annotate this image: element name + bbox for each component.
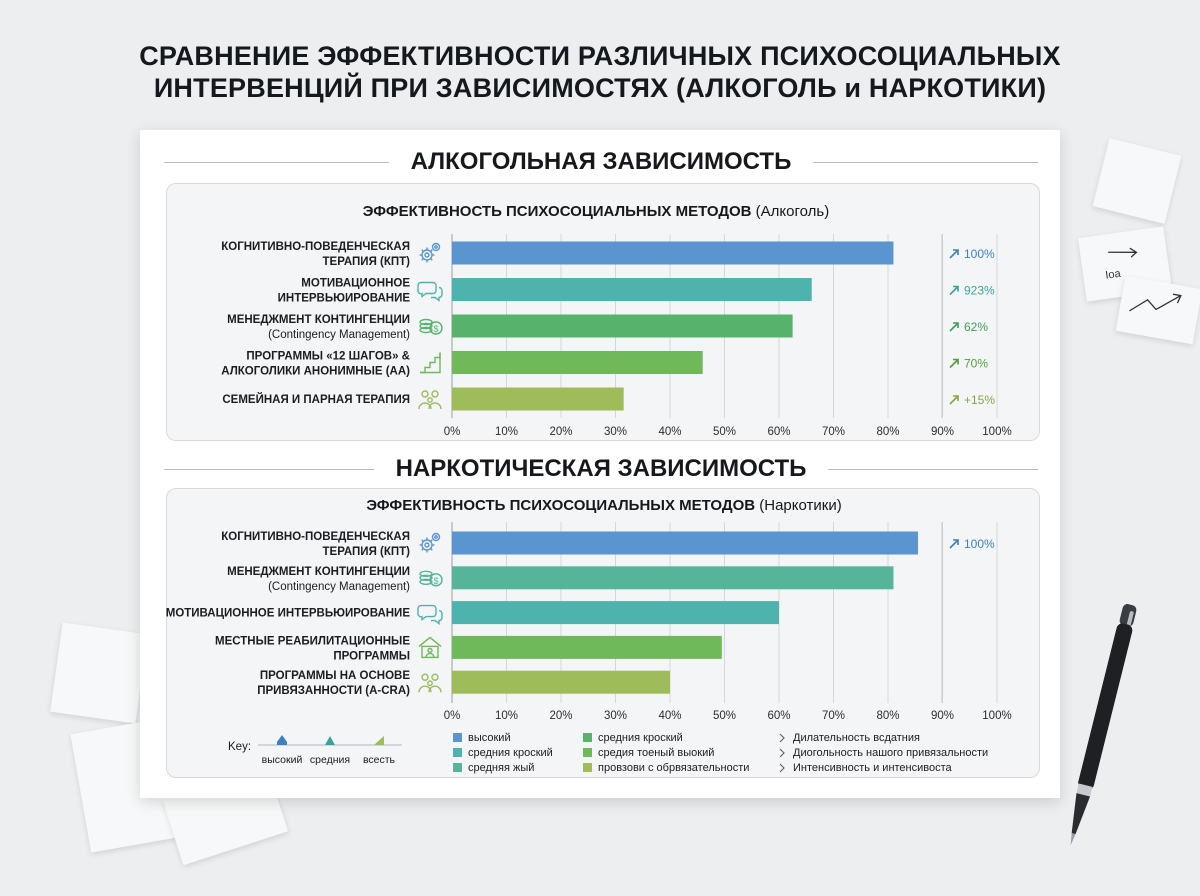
x-tick-label: 100% — [982, 710, 1012, 722]
category-label: ПРОГРАММЫ — [333, 650, 410, 663]
trend-up-icon — [950, 396, 958, 404]
bar — [452, 278, 812, 301]
svg-text:$: $ — [433, 324, 439, 334]
legend-label: Дилательность всдатния — [793, 732, 920, 744]
trend-up-icon — [950, 540, 958, 548]
trend-up-icon — [950, 323, 958, 331]
category-label: (Contingency Management) — [268, 580, 410, 593]
x-tick-label: 70% — [821, 426, 846, 438]
x-tick-label: 40% — [658, 426, 682, 438]
family-icon — [419, 391, 441, 409]
section-heading: НАРКОТИЧЕСКАЯ ЗАВИСИМОСТЬ — [395, 455, 807, 482]
category-label: КОГНИТИВНО-ПОВЕДЕНЧЕСКАЯ — [221, 241, 410, 253]
coins-icon — [420, 320, 442, 335]
trend-up-icon — [950, 250, 958, 258]
chart-title-bold: ЭФФЕКТИВНОСТЬ ПСИХОСОЦИАЛЬНЫХ МЕТОДОВ — [366, 497, 756, 514]
value-badge: 100% — [964, 247, 995, 261]
x-tick-label: 30% — [603, 710, 628, 722]
key-marker-house — [277, 735, 287, 745]
svg-text:$: $ — [433, 575, 439, 586]
bar — [452, 532, 918, 555]
legend-swatch — [453, 763, 462, 772]
legend-label: средия тоеный выокий — [598, 747, 715, 759]
x-tick-label: 30% — [603, 426, 628, 438]
value-badge: 70% — [964, 356, 989, 371]
chevron-right-icon — [780, 734, 784, 742]
trend-up-icon — [950, 287, 958, 295]
chevron-right-icon — [780, 764, 784, 772]
category-label: ПРОГРАММЫ «12 ШАГОВ» & — [246, 350, 410, 363]
trend-up-icon — [950, 360, 958, 368]
chat-bubbles-icon — [418, 283, 442, 301]
legend-label: средняя жый — [468, 762, 535, 774]
legend-swatch — [583, 763, 592, 772]
family-icon — [419, 674, 441, 692]
legend-swatch — [453, 733, 462, 742]
legend-label: средния кроский — [468, 747, 553, 759]
chart-title-suffix: (Алкоголь) — [751, 203, 830, 220]
legend-swatch — [453, 748, 462, 757]
key-item-label: средния — [309, 754, 351, 766]
house-icon — [419, 637, 441, 657]
key-marker-wedge — [374, 736, 384, 745]
category-label: МЕНЕДЖМЕНТ КОНТИНГЕНЦИИ — [227, 565, 410, 578]
coins-icon — [420, 571, 442, 586]
x-tick-label: 10% — [494, 426, 519, 438]
bar — [452, 601, 779, 624]
x-tick-label: 100% — [982, 426, 1012, 438]
x-tick-label: 60% — [767, 426, 791, 438]
stairs-icon — [420, 353, 440, 373]
gears-icon — [420, 244, 440, 263]
legend-label: Интенсивность и интенсивоста — [793, 762, 952, 774]
bar — [452, 351, 703, 374]
category-label: ТЕРАПИЯ (КПТ) — [322, 546, 410, 558]
legend-swatch — [583, 733, 592, 742]
bar — [452, 388, 624, 411]
chart-title-bold: ЭФФЕКТИВНОСТЬ ПСИХОСОЦИАЛЬНЫХ МЕТОДОВ — [362, 203, 752, 220]
category-label: АЛКОГОЛИКИ АНОНИМНЫЕ (АА) — [221, 365, 410, 378]
value-badge: +15% — [964, 393, 996, 407]
category-label: ТЕРАПИЯ (КПТ) — [322, 256, 410, 268]
key-item-label: всесть — [362, 754, 396, 766]
category-label: МЕСТНЫЕ РЕАБИЛИТАЦИОННЫЕ — [215, 635, 410, 648]
gears-icon — [420, 534, 440, 553]
x-tick-label: 80% — [876, 710, 900, 722]
x-tick-label: 90% — [930, 710, 955, 722]
x-tick-label: 0% — [443, 426, 461, 438]
chevron-right-icon — [780, 749, 784, 757]
category-label: МОТИВАЦИОННОЕ ИНТЕРВЬЮИРОВАНИЕ — [165, 607, 410, 620]
value-badge: 923% — [964, 283, 995, 298]
x-tick-label: 60% — [767, 710, 791, 722]
legend-label: Диогольность нашого привязальности — [793, 747, 989, 759]
category-label: МЕНЕДЖМЕНТ КОНТИНГЕНЦИИ — [227, 314, 410, 326]
value-badge: 100% — [964, 537, 995, 551]
chart-title-suffix: (Наркотики) — [755, 497, 842, 514]
x-tick-label: 20% — [549, 710, 573, 722]
note-text: Ioa — [1104, 267, 1122, 282]
legend-label: высокий — [468, 732, 511, 744]
page-title-line-2: ИНТЕРВЕНЦИЙ ПРИ ЗАВИСИМОСТЯХ (АЛКОГОЛЬ и НАРКОТИКИ) — [153, 73, 1047, 103]
key-marker-triangle — [325, 736, 335, 745]
category-label: ПРИВЯЗАННОСТИ (A-CRA) — [257, 685, 410, 698]
legend-label: средния кроский — [598, 732, 683, 744]
bar — [452, 315, 793, 338]
x-tick-label: 50% — [712, 710, 737, 722]
bar — [452, 242, 893, 265]
legend-swatch — [583, 748, 592, 757]
category-label: (Contingency Management) — [268, 329, 410, 341]
key-item-label: высокий — [261, 754, 303, 766]
x-tick-label: 0% — [443, 710, 461, 722]
chat-bubbles-icon — [418, 606, 442, 624]
category-label: МОТИВАЦИОННОЕ — [301, 277, 410, 290]
bar — [452, 636, 722, 659]
key-label: Key: — [228, 741, 252, 753]
x-tick-label: 90% — [930, 426, 955, 438]
category-label: ИНТЕРВЬЮИРОВАНИЕ — [277, 292, 410, 305]
x-tick-label: 80% — [876, 426, 900, 438]
category-label: СЕМЕЙНАЯ И ПАРНАЯ ТЕРАПИЯ — [222, 394, 410, 406]
x-tick-label: 70% — [821, 710, 846, 722]
category-label: КОГНИТИВНО-ПОВЕДЕНЧЕСКАЯ — [221, 531, 410, 543]
page-title-line-1: СРАВНЕНИЕ ЭФФЕКТИВНОСТИ РАЗЛИЧНЫХ ПСИХОСОЦИАЛЬНЫХ — [139, 41, 1061, 71]
section-heading: АЛКОГОЛЬНАЯ ЗАВИСИМОСТЬ — [410, 148, 792, 175]
x-tick-label: 20% — [549, 426, 573, 438]
x-tick-label: 50% — [712, 426, 737, 438]
category-label: ПРОГРАММЫ НА ОСНОВЕ — [259, 670, 410, 683]
bar — [452, 671, 670, 694]
value-badge: 62% — [964, 320, 989, 334]
legend-label: провзови с обрвязательности — [598, 762, 750, 774]
bar — [452, 566, 893, 589]
x-tick-label: 40% — [658, 710, 682, 722]
x-tick-label: 10% — [494, 710, 519, 722]
